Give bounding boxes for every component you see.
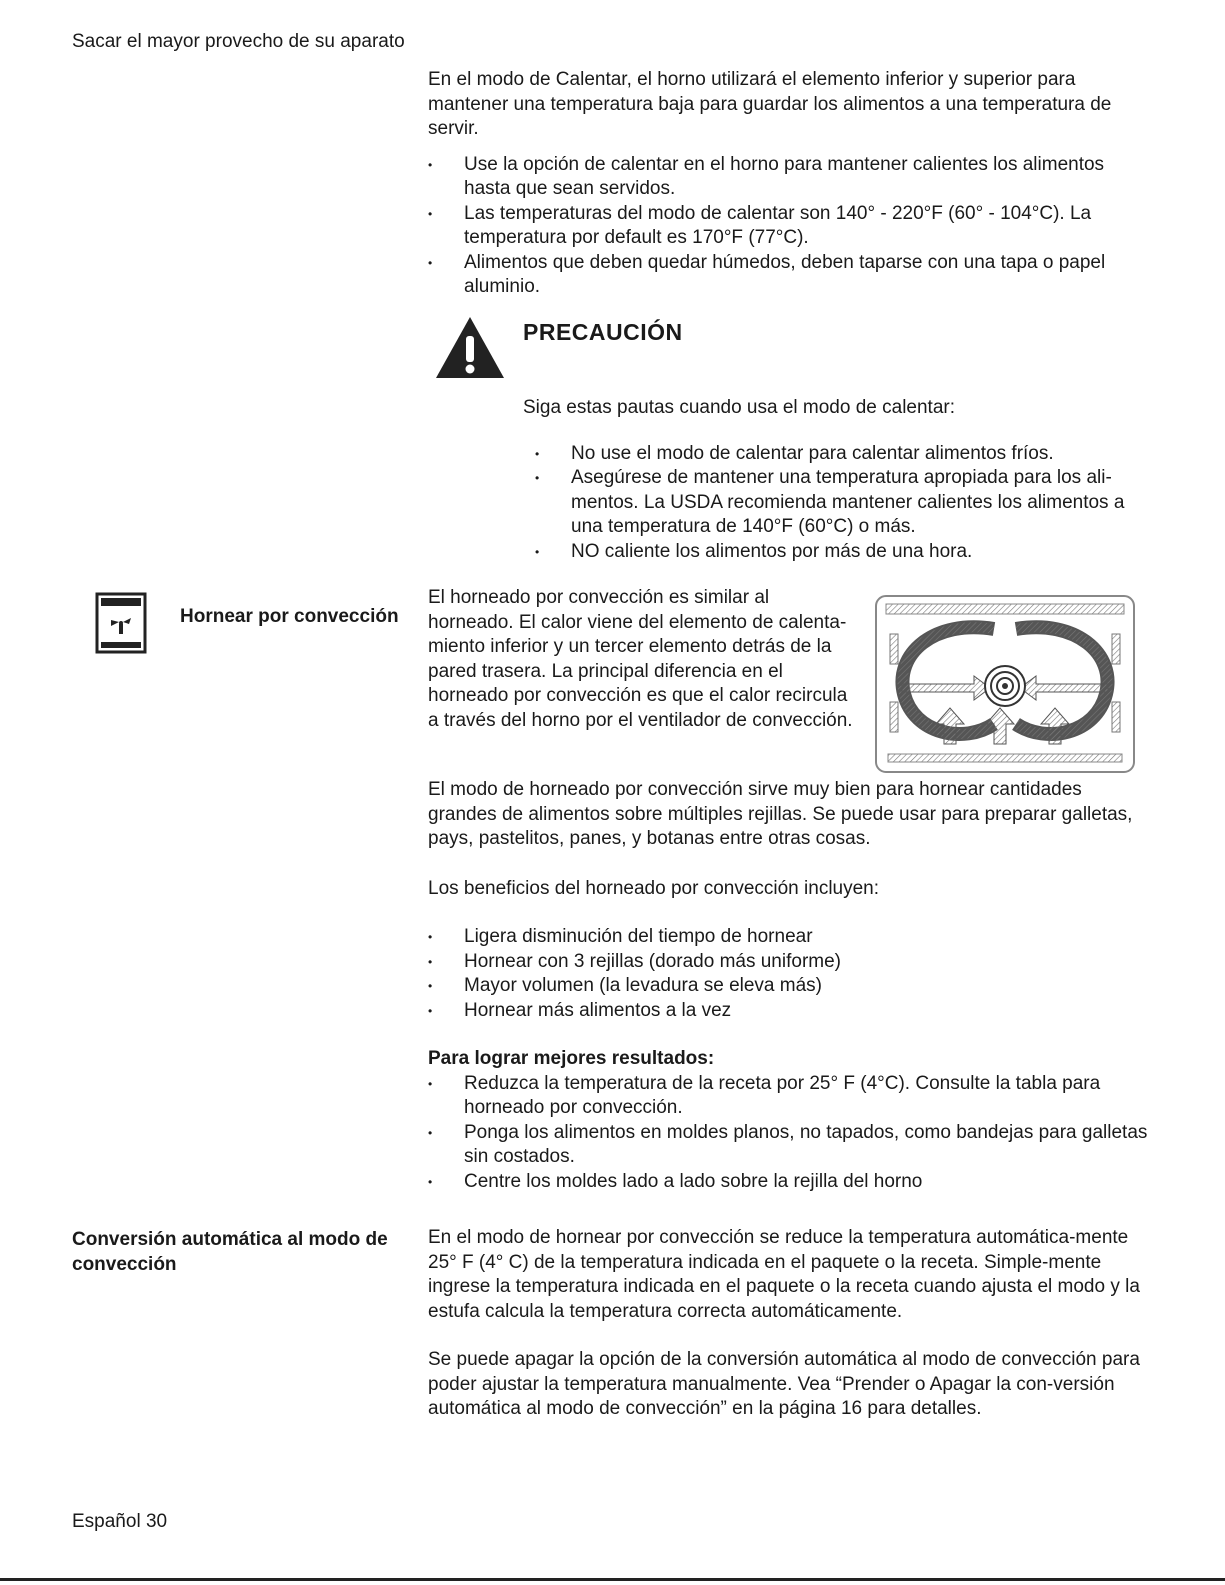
list-item: • Reduzca la temperatura de la receta por 25° F (4°C). Consulte la tabla para horneado por convección. xyxy=(428,1072,1148,1121)
list-item: • Hornear más alimentos a la vez xyxy=(428,999,1148,1024)
warming-section xyxy=(428,68,1148,300)
list-item: • No use el modo de calentar para calentar alimentos fríos. xyxy=(535,442,1148,467)
convection-body xyxy=(428,778,1148,1194)
convection-title: Hornear por convección xyxy=(180,606,399,627)
list-item: • Ponga los alimentos en moldes planos, no tapados, como bandejas para galletas sin costados. xyxy=(428,1121,1148,1170)
benefits-list xyxy=(428,925,1148,1023)
caution-title: PRECAUCIÓN xyxy=(523,319,683,345)
bottom-rule xyxy=(0,1578,1225,1581)
auto-conversion-section xyxy=(428,1226,1148,1422)
warming-bullets xyxy=(428,153,1148,300)
list-item: • Las temperaturas del modo de calentar son 140° - 220°F (60° - 104°C). La temperatura por default es 170°F (77°C). xyxy=(428,202,1148,251)
list-item: • Use la opción de calentar en el horno para mantener calientes los alimentos hasta que sean servidos. xyxy=(428,153,1148,202)
warming-intro: En el modo de Calentar, el horno utilizará el elemento inferior y superior para mantener una temperatura baja para guardar los alimentos a una temperatura de servir. xyxy=(428,69,1112,139)
list-item: • NO caliente los alimentos por más de una hora. xyxy=(535,540,1148,565)
convection-para2: El modo de horneado por convección sirve muy bien para hornear cantidades grandes de alimentos sobre múltiples rejillas. Se puede usar para preparar galletas, pays, pastelitos, panes, y botanas entre otras cosas. xyxy=(428,779,1133,849)
list-item: • Alimentos que deben quedar húmedos, deben taparse con una tapa o papel aluminio. xyxy=(428,251,1148,300)
list-item: • Mayor volumen (la levadura se eleva más) xyxy=(428,974,1148,999)
best-results-label: Para lograr mejores resultados: xyxy=(428,1048,715,1069)
caution-intro: Siga estas pautas cuando usa el modo de calentar: xyxy=(523,397,956,418)
auto-conversion-title: Conversión automática al modo de convección xyxy=(72,1229,388,1275)
page-footer: Español 30 xyxy=(72,1511,168,1532)
list-item: • Centre los moldes lado a lado sobre la rejilla del horno xyxy=(428,1170,1148,1195)
convection-airflow-diagram xyxy=(874,594,1136,784)
auto-conversion-para1: En el modo de hornear por convección se reduce la temperatura automática-mente 25° F (4° C) de la temperatura indicada en el paquete o la receta. Simple-mente ingrese la temperatura indicada en el paquete o la receta cuando ajusta el modo y la estufa calcula la temperatura correcta automáticamente. xyxy=(428,1227,1140,1322)
best-results-list xyxy=(428,1072,1148,1195)
warning-triangle-icon xyxy=(434,314,506,388)
convection-fan-icon xyxy=(95,592,147,662)
running-header: Sacar el mayor provecho de su aparato xyxy=(72,31,405,52)
convection-para1: El horneado por convección es similar al horneado. El calor viene del elemento de calenta-miento inferior y un tercer elemento detrás de la pared trasera. La principal diferencia en el horneado por convección es que el calor recircula a través del horno por el ventilador de convección. xyxy=(428,587,853,731)
list-item: • Ligera disminución del tiempo de hornear xyxy=(428,925,1148,950)
auto-conversion-para2: Se puede apagar la opción de la conversión automática al modo de convección para poder ajustar la temperatura manualmente. Vea “Prender o Apagar la con-versión automática al modo de convección” en la página 16 para detalles. xyxy=(428,1349,1140,1419)
list-item: • Hornear con 3 rejillas (dorado más uniforme) xyxy=(428,950,1148,975)
benefits-intro: Los beneficios del horneado por convección incluyen: xyxy=(428,877,880,899)
list-item: • Asegúrese de mantener una temperatura apropiada para los ali-mentos. La USDA recomienda mantener calientes los alimentos a una temperatura de 140°F (60°C) o más. xyxy=(535,466,1148,540)
caution-section xyxy=(523,396,1148,564)
caution-bullets xyxy=(523,442,1148,565)
